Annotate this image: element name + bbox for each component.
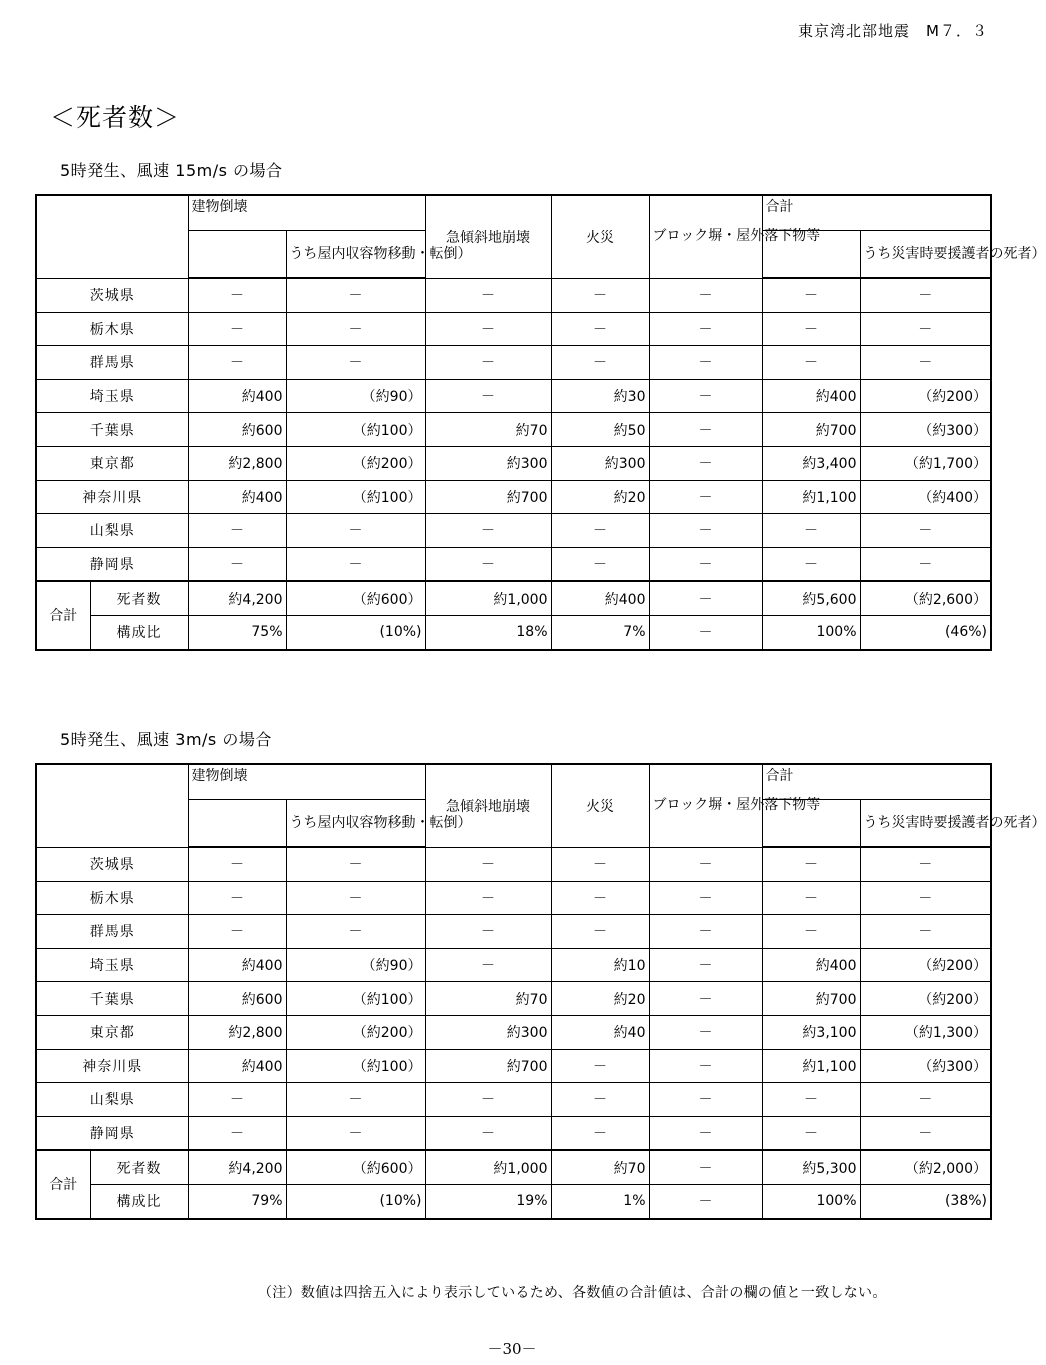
total-cell: 約5,300 xyxy=(762,1150,860,1184)
data-cell: 約700 xyxy=(762,982,860,1016)
data-cell: － xyxy=(188,1116,286,1150)
data-cell: － xyxy=(425,847,551,881)
ratio-cell: (46%) xyxy=(860,615,991,649)
data-cell: （約1,700） xyxy=(860,446,991,480)
prefecture-name: 千葉県 xyxy=(36,413,188,447)
data-cell: － xyxy=(188,915,286,949)
deaths-table-15ms xyxy=(35,194,1046,651)
data-cell: － xyxy=(649,413,762,447)
prefecture-name: 栃木県 xyxy=(36,312,188,346)
col-header-fire: 火災 xyxy=(551,764,649,847)
header-blank xyxy=(188,800,286,848)
table-row xyxy=(36,982,991,1016)
data-cell: － xyxy=(188,514,286,548)
data-cell: － xyxy=(286,847,425,881)
col-header-building: 建物倒壊 xyxy=(188,195,425,231)
data-cell: － xyxy=(649,948,762,982)
col-header-building: 建物倒壊 xyxy=(188,764,425,800)
prefecture-name: 静岡県 xyxy=(36,1116,188,1150)
data-cell: － xyxy=(425,379,551,413)
table-row xyxy=(36,514,991,548)
col-header-total: 合計 xyxy=(762,195,991,231)
ratio-cell: 1% xyxy=(551,1184,649,1218)
data-cell: － xyxy=(860,547,991,581)
data-cell: 約70 xyxy=(425,982,551,1016)
data-cell: － xyxy=(286,346,425,380)
prefecture-name: 山梨県 xyxy=(36,514,188,548)
data-cell: 約50 xyxy=(551,413,649,447)
prefecture-name: 埼玉県 xyxy=(36,379,188,413)
header-row xyxy=(36,195,991,231)
prefecture-name: 千葉県 xyxy=(36,982,188,1016)
total-cell: 約400 xyxy=(551,581,649,615)
data-cell: （約200） xyxy=(286,446,425,480)
data-cell: － xyxy=(551,312,649,346)
data-cell: － xyxy=(188,278,286,312)
data-cell: － xyxy=(188,312,286,346)
data-cell: － xyxy=(425,1083,551,1117)
total-cell: 約5,600 xyxy=(762,581,860,615)
data-cell: － xyxy=(649,379,762,413)
total-cell: （約600） xyxy=(286,1150,425,1184)
data-cell: － xyxy=(649,1015,762,1049)
total-cell: 約4,200 xyxy=(188,1150,286,1184)
data-cell: － xyxy=(188,881,286,915)
data-cell: － xyxy=(762,312,860,346)
data-cell: （約300） xyxy=(860,1049,991,1083)
data-cell: （約200） xyxy=(286,1015,425,1049)
data-cell: （約90） xyxy=(286,379,425,413)
data-cell: － xyxy=(188,1083,286,1117)
data-cell: － xyxy=(860,847,991,881)
data-cell: （約100） xyxy=(286,1049,425,1083)
data-cell: （約90） xyxy=(286,948,425,982)
prefecture-name: 茨城県 xyxy=(36,278,188,312)
col-header-total-sub: うち災害時要援護者の死者） xyxy=(860,800,991,848)
ratio-cell: － xyxy=(649,615,762,649)
data-cell: － xyxy=(425,881,551,915)
table-body xyxy=(36,195,1046,650)
data-cell: 約300 xyxy=(551,446,649,480)
data-cell: － xyxy=(649,1049,762,1083)
ratio-cell: 18% xyxy=(425,615,551,649)
header-row xyxy=(36,764,991,800)
data-cell: － xyxy=(425,948,551,982)
data-cell: － xyxy=(286,915,425,949)
table-title-15ms: 5時発生、風速 15m/s の場合 xyxy=(60,161,283,180)
data-cell: － xyxy=(551,547,649,581)
prefecture-name: 埼玉県 xyxy=(36,948,188,982)
page-number: －30－ xyxy=(487,1340,537,1358)
col-header-fire: 火災 xyxy=(551,195,649,278)
table-row xyxy=(36,379,991,413)
data-cell: － xyxy=(860,514,991,548)
prefecture-name: 群馬県 xyxy=(36,346,188,380)
data-cell: － xyxy=(425,346,551,380)
ratio-cell: 100% xyxy=(762,615,860,649)
data-cell: － xyxy=(649,1116,762,1150)
header-blank xyxy=(188,231,286,279)
data-cell: － xyxy=(860,346,991,380)
data-cell: － xyxy=(551,915,649,949)
table-row xyxy=(36,1015,991,1049)
ratio-cell: 7% xyxy=(551,615,649,649)
data-cell: － xyxy=(649,547,762,581)
data-cell: － xyxy=(762,547,860,581)
table-row xyxy=(36,446,991,480)
prefecture-name: 神奈川県 xyxy=(36,1049,188,1083)
prefecture-name: 群馬県 xyxy=(36,915,188,949)
total-group-label: 合計 xyxy=(36,1150,90,1218)
data-cell: 約400 xyxy=(188,948,286,982)
table-row xyxy=(36,847,991,881)
data-cell: － xyxy=(286,547,425,581)
data-cell: － xyxy=(551,278,649,312)
deaths-label: 死者数 xyxy=(90,1150,188,1184)
table-row xyxy=(36,480,991,514)
total-cell: （約600） xyxy=(286,581,425,615)
prefecture-name: 神奈川県 xyxy=(36,480,188,514)
data-cell: － xyxy=(649,514,762,548)
data-cell: － xyxy=(649,881,762,915)
data-cell: － xyxy=(762,847,860,881)
data-cell: （約1,300） xyxy=(860,1015,991,1049)
section-title: ＜死者数＞ xyxy=(50,103,181,132)
data-cell: － xyxy=(649,480,762,514)
ratio-cell: 75% xyxy=(188,615,286,649)
data-cell: 約300 xyxy=(425,1015,551,1049)
col-header-total-sub: うち災害時要援護者の死者） xyxy=(860,231,991,279)
ratio-cell: (38%) xyxy=(860,1184,991,1218)
total-cell: 約1,000 xyxy=(425,1150,551,1184)
corner-cell xyxy=(36,764,188,847)
prefecture-name: 栃木県 xyxy=(36,881,188,915)
ratio-cell: 100% xyxy=(762,1184,860,1218)
ratio-label: 構成比 xyxy=(90,1184,188,1218)
total-cell: （約2,000） xyxy=(860,1150,991,1184)
data-cell: － xyxy=(860,312,991,346)
col-header-total: 合計 xyxy=(762,764,991,800)
data-cell: 約2,800 xyxy=(188,1015,286,1049)
data-cell: － xyxy=(860,1116,991,1150)
prefecture-name: 静岡県 xyxy=(36,547,188,581)
data-cell: － xyxy=(286,278,425,312)
data-cell: 約20 xyxy=(551,982,649,1016)
data-cell: － xyxy=(286,312,425,346)
data-cell: 約400 xyxy=(188,480,286,514)
data-cell: － xyxy=(860,915,991,949)
col-header-building-sub: うち屋内収容物移動・転倒） xyxy=(286,231,425,279)
data-cell: 約600 xyxy=(188,413,286,447)
table-row xyxy=(36,278,991,312)
data-cell: （約100） xyxy=(286,982,425,1016)
data-cell: － xyxy=(649,446,762,480)
data-cell: － xyxy=(188,346,286,380)
data-cell: － xyxy=(551,881,649,915)
col-header-block: ブロック塀・屋外落下物等 xyxy=(649,764,762,847)
total-cell: 約1,000 xyxy=(425,581,551,615)
data-cell: 約20 xyxy=(551,480,649,514)
table-row xyxy=(36,1116,991,1150)
data-cell: － xyxy=(425,547,551,581)
data-cell: － xyxy=(860,1083,991,1117)
col-header-slope: 急傾斜地崩壊 xyxy=(425,764,551,847)
deaths-table-3ms xyxy=(35,763,1046,1220)
data-cell: （約200） xyxy=(860,379,991,413)
data-cell: － xyxy=(762,881,860,915)
data-cell: 約3,400 xyxy=(762,446,860,480)
data-cell: 約2,800 xyxy=(188,446,286,480)
data-cell: － xyxy=(425,278,551,312)
data-cell: 約400 xyxy=(188,1049,286,1083)
col-header-building-sub: うち屋内収容物移動・転倒） xyxy=(286,800,425,848)
total-deaths-row xyxy=(36,581,991,615)
total-deaths-row xyxy=(36,1150,991,1184)
ratio-label: 構成比 xyxy=(90,615,188,649)
data-cell: － xyxy=(286,1116,425,1150)
data-cell: － xyxy=(762,346,860,380)
data-cell: 約300 xyxy=(425,446,551,480)
data-cell: 約40 xyxy=(551,1015,649,1049)
data-cell: － xyxy=(286,1083,425,1117)
total-cell: 約4,200 xyxy=(188,581,286,615)
ratio-cell: 79% xyxy=(188,1184,286,1218)
data-cell: （約200） xyxy=(860,948,991,982)
prefecture-name: 山梨県 xyxy=(36,1083,188,1117)
total-group-label: 合計 xyxy=(36,581,90,649)
total-cell: － xyxy=(649,581,762,615)
table-title-3ms: 5時発生、風速 3m/s の場合 xyxy=(60,730,272,749)
data-cell: － xyxy=(649,847,762,881)
data-cell: － xyxy=(551,1049,649,1083)
table-row xyxy=(36,948,991,982)
data-cell: （約400） xyxy=(860,480,991,514)
data-cell: － xyxy=(551,1116,649,1150)
footnote: （注）数値は四捨五入により表示しているため、各数値の合計値は、合計の欄の値と一致しない。 xyxy=(258,1285,887,1301)
table-row xyxy=(36,1049,991,1083)
document-header: 東京湾北部地震 M７．３ xyxy=(798,22,988,40)
data-cell: 約700 xyxy=(762,413,860,447)
data-cell: － xyxy=(425,1116,551,1150)
data-cell: 約400 xyxy=(188,379,286,413)
data-cell: （約300） xyxy=(860,413,991,447)
data-cell: 約30 xyxy=(551,379,649,413)
data-cell: 約1,100 xyxy=(762,1049,860,1083)
ratio-row xyxy=(36,1184,991,1218)
prefecture-name: 東京都 xyxy=(36,1015,188,1049)
data-cell: （約100） xyxy=(286,480,425,514)
col-header-block: ブロック塀・屋外落下物等 xyxy=(649,195,762,278)
data-cell: － xyxy=(551,847,649,881)
data-cell: 約3,100 xyxy=(762,1015,860,1049)
data-cell: （約100） xyxy=(286,413,425,447)
data-cell: － xyxy=(425,514,551,548)
data-cell: － xyxy=(649,982,762,1016)
data-cell: 約600 xyxy=(188,982,286,1016)
ratio-cell: 19% xyxy=(425,1184,551,1218)
data-cell: － xyxy=(649,346,762,380)
total-cell: － xyxy=(649,1150,762,1184)
ratio-cell: (10%) xyxy=(286,1184,425,1218)
data-cell: － xyxy=(649,915,762,949)
data-cell: 約700 xyxy=(425,1049,551,1083)
data-cell: － xyxy=(286,514,425,548)
data-cell: － xyxy=(188,847,286,881)
table-row xyxy=(36,312,991,346)
data-cell: － xyxy=(762,915,860,949)
data-cell: － xyxy=(188,547,286,581)
ratio-cell: (10%) xyxy=(286,615,425,649)
col-header-slope: 急傾斜地崩壊 xyxy=(425,195,551,278)
data-cell: 約700 xyxy=(425,480,551,514)
ratio-row xyxy=(36,615,991,649)
data-cell: 約1,100 xyxy=(762,480,860,514)
data-cell: － xyxy=(762,1116,860,1150)
data-cell: － xyxy=(286,881,425,915)
data-cell: － xyxy=(649,312,762,346)
data-cell: － xyxy=(551,346,649,380)
table-row xyxy=(36,915,991,949)
data-cell: － xyxy=(860,278,991,312)
table-row xyxy=(36,547,991,581)
data-cell: － xyxy=(762,514,860,548)
data-cell: 約70 xyxy=(425,413,551,447)
ratio-cell: － xyxy=(649,1184,762,1218)
table-row xyxy=(36,413,991,447)
data-cell: － xyxy=(425,312,551,346)
data-cell: （約200） xyxy=(860,982,991,1016)
corner-cell xyxy=(36,195,188,278)
table-row xyxy=(36,1083,991,1117)
data-cell: － xyxy=(762,1083,860,1117)
data-cell: － xyxy=(649,1083,762,1117)
data-cell: － xyxy=(860,881,991,915)
prefecture-name: 茨城県 xyxy=(36,847,188,881)
data-cell: 約400 xyxy=(762,948,860,982)
table-body xyxy=(36,764,1046,1219)
data-cell: 約10 xyxy=(551,948,649,982)
data-cell: － xyxy=(551,1083,649,1117)
data-cell: － xyxy=(762,278,860,312)
table-row xyxy=(36,881,991,915)
data-cell: － xyxy=(649,278,762,312)
total-cell: 約70 xyxy=(551,1150,649,1184)
data-cell: 約400 xyxy=(762,379,860,413)
total-cell: （約2,600） xyxy=(860,581,991,615)
deaths-label: 死者数 xyxy=(90,581,188,615)
data-cell: － xyxy=(425,915,551,949)
prefecture-name: 東京都 xyxy=(36,446,188,480)
table-row xyxy=(36,346,991,380)
data-cell: － xyxy=(551,514,649,548)
